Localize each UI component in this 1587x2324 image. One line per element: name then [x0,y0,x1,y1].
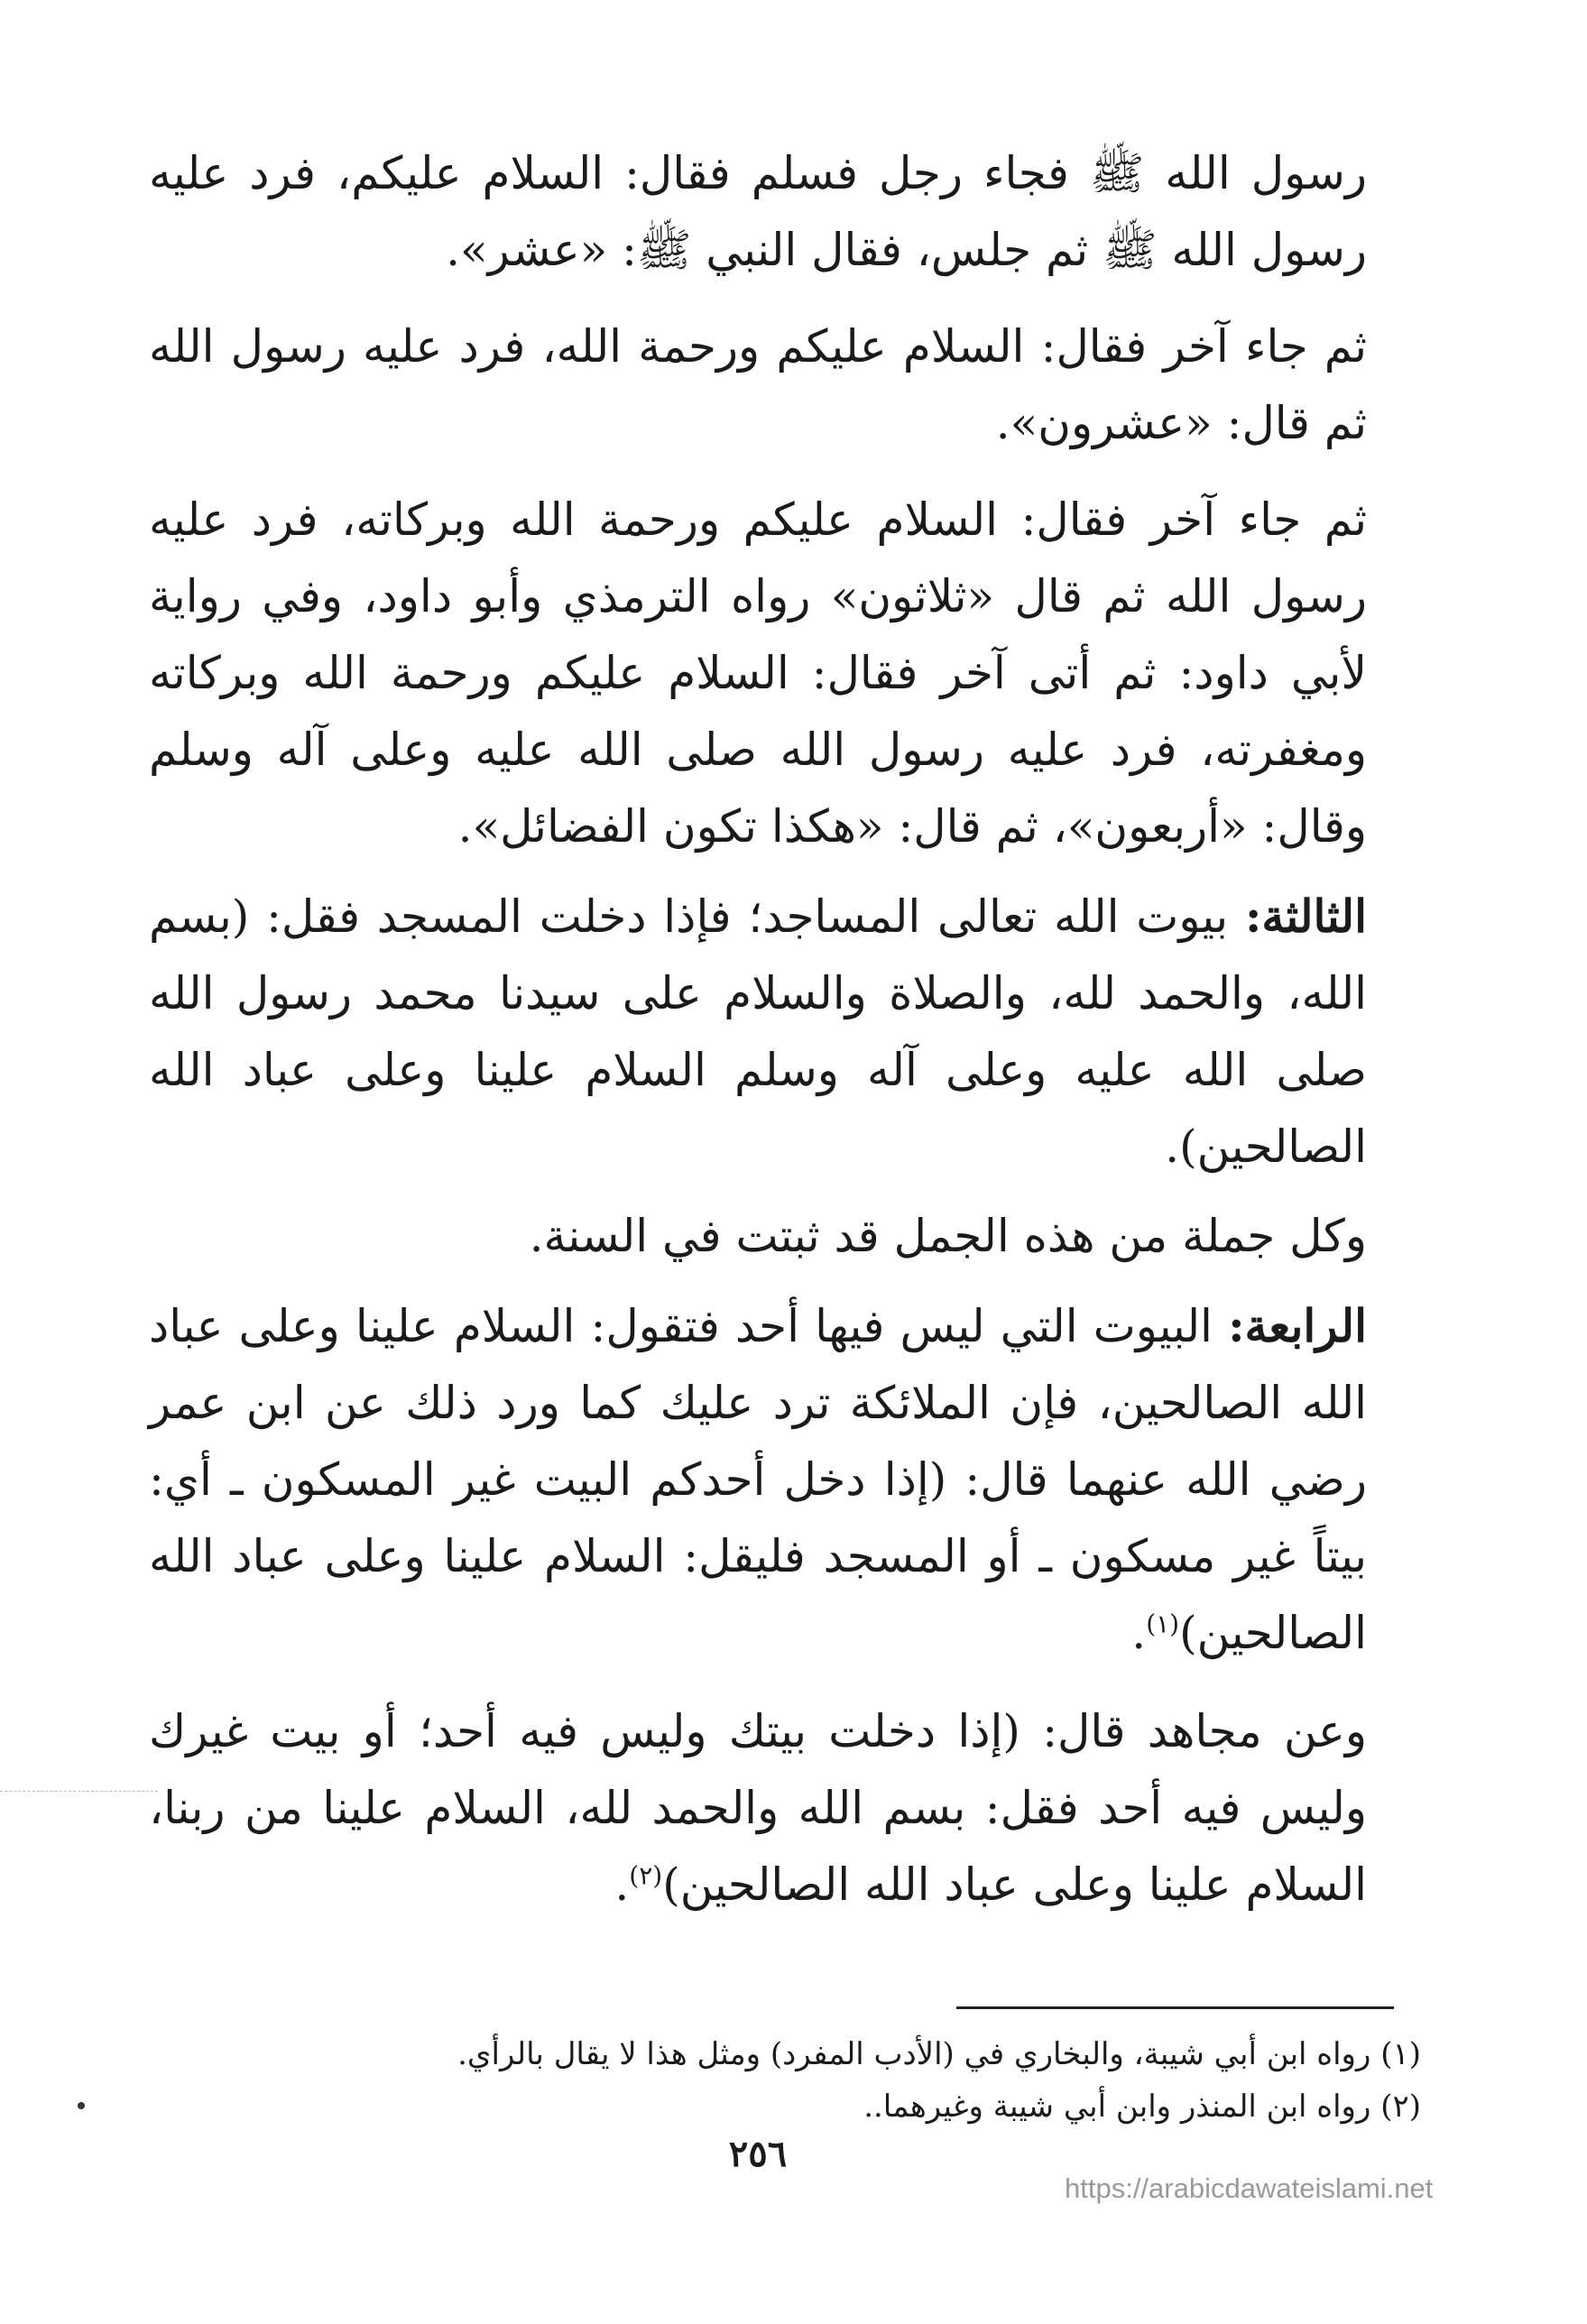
paragraph-7 [149,1693,1367,1923]
scan-artifact-line [0,1791,158,1792]
footnote-ref-2: (٢) [629,1860,663,1891]
paragraph-4-heading: الثالثة: [1244,890,1367,943]
paragraph-7-end: . [614,1858,630,1911]
paragraph-2: ثم جاء آخر فقال: السلام عليكم ورحمة الله، فرد عليه رسول الله ثم قال: «عشرون». [149,320,1367,449]
paragraph-6 [149,1287,1367,1672]
watermark-url: https://arabicdawateislami.net [1065,2172,1434,2204]
paragraph-6-end: . [1131,1607,1147,1659]
paragraph-1: رسول الله ﷺ فجاء رجل فسلم فقال: السلام عليكم، فرد عليه رسول الله ﷺ ثم جلس، فقال النبي ﷺ: «عشر». [149,147,1367,276]
footnote-1: (١) رواه ابن أبي شيبة، والبخاري في (الأدب المفرد) ومثل هذا لا يقال بالرأي. [457,2036,1421,2072]
paragraph-7-text: وعن مجاهد قال: (إذا دخلت بيتك وليس فيه أحد؛ أو بيت غيرك وليس فيه أحد فقل: بسم الله والحمد لله، السلام علينا من ربنا، السلام علينا وعلى عباد الله الصالحين) [149,1705,1367,1911]
paragraph-6-text: البيوت التي ليس فيها أحد فتقول: السلام علينا وعلى عباد الله الصالحين، فإن الملائكة ترد عليك كما ورد ذلك عن ابن عمر رضي الله عنهما قال: (إذا دخل أحدكم البيت غير المسكون ـ أي: بيتاً غير مسكون ـ أو المسجد فليقل: السلام علينا وعلى عباد الله الصالحين) [149,1300,1367,1659]
scan-dot [78,2102,85,2109]
footnote-divider [956,2006,1394,2009]
footnotes [149,2028,1421,2133]
paragraph-4-text: بيوت الله تعالى المساجد؛ فإذا دخلت المسجد فقل: (بسم الله، والحمد لله، والصلاة والسلام على سيدنا محمد رسول الله صلى الله عليه وعلى آله وسلم السلام علينا وعلى عباد الله الصالحين). [149,890,1367,1173]
footnote-2: (٢) رواه ابن المنذر وابن أبي شيبة وغيرهما.. [863,2089,1421,2125]
paragraph-5: وكل جملة من هذه الجمل قد ثبتت في السنة. [529,1210,1367,1262]
footnote-ref-1: (١) [1146,1609,1180,1639]
main-text [149,135,1367,1923]
paragraph-3: ثم جاء آخر فقال: السلام عليكم ورحمة الله وبركاته، فرد عليه رسول الله ثم قال «ثلاثون» رواه الترمذي وأبو داود، وفي رواية لأبي داود: ثم أتى آخر فقال: السلام عليكم ورحمة الله وبركاته ومغفرته، فرد عليه رسول الله صلى الله عليه وعلى آله وسلم وقال: «أربعون»، ثم قال: «هكذا تكون الفضائل». [149,493,1367,853]
page-number: ٢٥٦ [728,2133,788,2175]
paragraph-6-heading: الرابعة: [1228,1299,1367,1352]
paragraph-4 [149,878,1367,1185]
